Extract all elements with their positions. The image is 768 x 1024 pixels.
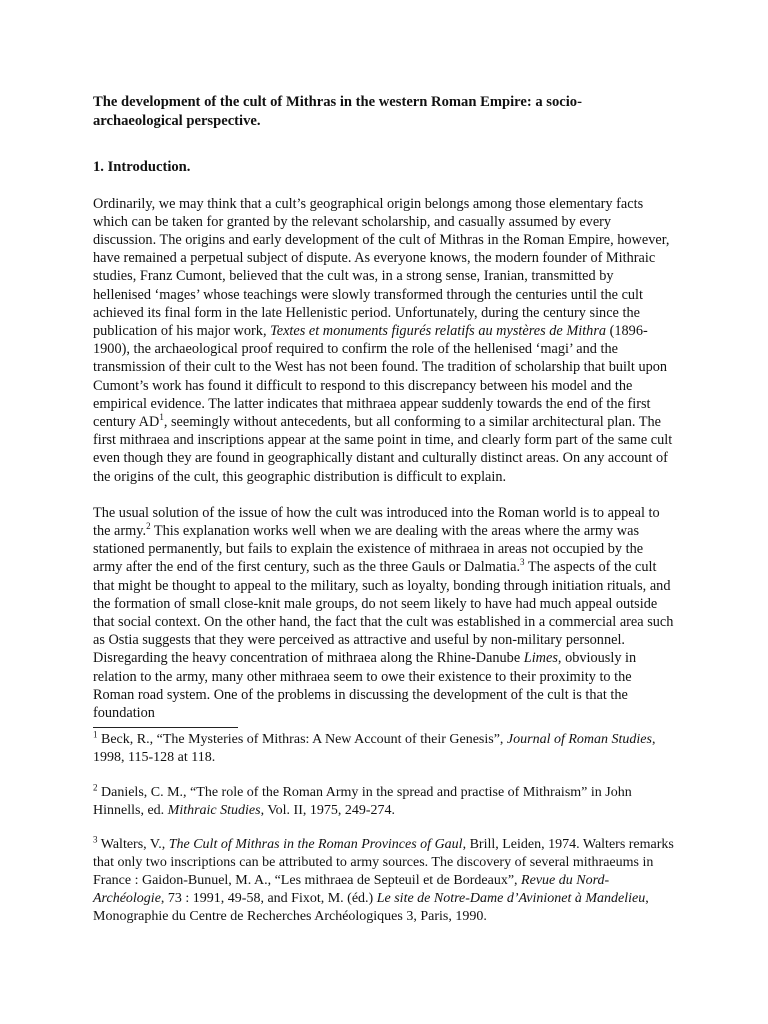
section-heading: 1. Introduction. xyxy=(93,159,191,175)
footnote-3-text-c: , 73 : 1991, 49-58, and Fixot, M. (éd.) xyxy=(160,890,377,906)
footnote-separator xyxy=(93,727,238,728)
paragraph-2-text-d: , obviously in relation to the army, many other mithraea seem to owe their existence to their proximity to the Roman road system. One of the problems in discussing the development of the cult is that the foundation xyxy=(93,650,637,721)
footnote-1-text-b: , 1998, 115-128 at 118. xyxy=(93,732,656,765)
paragraph-2-text-b: This explanation works well when we are dealing with the areas where the army was stationed permanently, but fails to explain the existence of mithraea in areas not occupied by the army after the end of the first century, such as the three Gauls or Dalmatia. xyxy=(93,522,644,576)
paragraph-2-text-a: The usual solution of the issue of how the cult was introduced into the Roman world is to appeal to the army. xyxy=(93,504,660,539)
paragraph-2-text-c: The aspects of the cult that might be thought to appeal to the military, such as loyalty, bonding through initiation rituals, and the formation of small close-knit male groups, do not seem likely to have had much appeal outside that social context. On the other hand, the fact that the cult was established in a commercial area such as Ostia suggests that they were perceived as attractive and useful by non-military personnel. Disregarding the heavy concentration of mithraea along the Rhine-Danube xyxy=(93,559,674,667)
footnote-3-italic-2: Revue du Nord-Archéologie xyxy=(93,872,610,906)
footnote-2-italic: Mithraic Studies xyxy=(167,802,261,818)
footnote-3-text-d: , Monographie du Centre de Recherches Archéologiques 3, Paris, 1990. xyxy=(93,890,649,924)
footnote-1-mark: 1 xyxy=(93,729,98,740)
paragraph-1-text-c: , seemingly without antecedents, but all conforming to a similar architectural plan. The first mithraea and inscriptions appear at the same point in time, and clearly form part of the same cult even though they are found in geographically distant and culturally distinct areas. On any account of the origins of the cult, this geographic distribution is difficult to explain. xyxy=(93,413,673,485)
footnote-3-mark: 3 xyxy=(93,834,98,845)
footnote-3-italic-1: The Cult of Mithras in the Roman Provinces of Gaul xyxy=(168,837,463,853)
footnote-ref-1[interactable]: 1 xyxy=(159,412,164,423)
footnote-1-text-a: Beck, R., “The Mysteries of Mithras: A New Account of their Genesis”, xyxy=(97,732,507,748)
footnote-2-text-b: , Vol. II, 1975, 249-274. xyxy=(260,802,396,818)
footnote-1 xyxy=(93,731,674,767)
document-title: The development of the cult of Mithras in the western Roman Empire: a socio-archaeological perspective. xyxy=(93,94,582,129)
paragraph-2-italic-limes: Limes xyxy=(523,650,558,667)
footnote-3-italic-3: Le site de Notre-Dame d’Avinionet à Mandelieu xyxy=(376,890,646,906)
paragraph-1 xyxy=(93,195,674,486)
footnote-ref-2[interactable]: 2 xyxy=(146,521,151,532)
paragraph-1-text-b: (1896-1900), the archaeological proof required to confirm the role of the hellenised ‘magi’ and the transmission of their cult to the West has not been found. The tradition of scholarship that built upon Cumont’s work has found it difficult to respond to this discrepancy between his model and the empirical evidence. The latter indicates that mithraea appear suddenly towards the end of the first century AD xyxy=(93,322,668,430)
footnote-3 xyxy=(93,836,674,925)
footnote-2-text-a: Daniels, C. M., “The role of the Roman Army in the spread and practise of Mithraism” in John Hinnells, ed. xyxy=(93,784,632,818)
footnote-2-mark: 2 xyxy=(93,782,98,793)
paragraph-1-text-a: Ordinarily, we may think that a cult’s geographical origin belongs among those elementary facts which can be taken for granted by the relevant scholarship, and casually assumed by every discussion. The origins and early development of the cult of Mithras in the Roman Empire, however, have remained a perpetual subject of dispute. As everyone knows, the modern founder of Mithraic studies, Franz Cumont, believed that the cult was, in a strong sense, Iranian, transmitted by hellenised ‘mages’ whose teachings were slowly transformed through the centuries until the cult achieved its final form in the late Hellenistic period. Unfortunately, during the century since the publication of his major work, xyxy=(93,195,670,339)
footnote-3-text-b: , Brill, Leiden, 1974. Walters remarks that only two inscriptions can be attributed to army sources. The discovery of several mithraeums in France : Gaidon-Bunuel, M. A., “Les mithraea de Septeuil et de Bordeaux”, xyxy=(93,837,674,888)
paragraph-1-italic-title: Textes et monuments figurés relatifs au mystères de Mithra xyxy=(270,322,607,339)
footnote-2 xyxy=(93,784,674,820)
paragraph-2 xyxy=(93,504,674,722)
footnote-1-italic: Journal of Roman Studies xyxy=(506,732,652,748)
footnote-3-text-a: Walters, V., xyxy=(97,837,169,853)
footnote-ref-3[interactable]: 3 xyxy=(520,557,525,568)
